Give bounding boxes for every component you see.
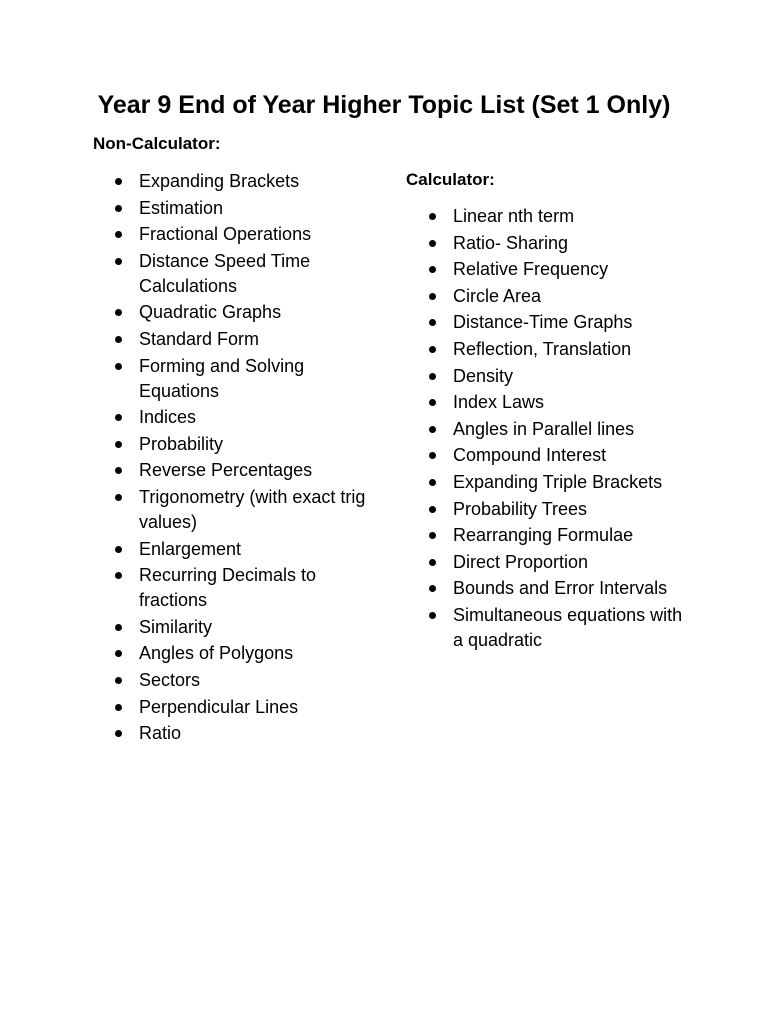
list-item bbox=[115, 721, 370, 746]
list-item bbox=[429, 310, 689, 335]
list-item bbox=[429, 284, 689, 309]
list-item bbox=[115, 196, 370, 221]
topic-label: Reflection, Translation bbox=[453, 338, 632, 359]
list-item bbox=[429, 231, 689, 256]
topic-label: Probability bbox=[139, 433, 224, 454]
topic-label: Forming and Solving Equations bbox=[139, 355, 305, 401]
bullet-icon bbox=[115, 572, 122, 579]
bullet-icon bbox=[115, 494, 122, 501]
bullet-icon bbox=[429, 373, 436, 380]
list-item bbox=[115, 405, 370, 430]
bullet-icon bbox=[429, 506, 436, 513]
list-item bbox=[429, 443, 689, 468]
list-item bbox=[429, 364, 689, 389]
list-item bbox=[115, 300, 370, 325]
topic-label: Estimation bbox=[139, 197, 224, 218]
topic-label: Fractional Operations bbox=[139, 224, 312, 245]
list-item bbox=[115, 537, 370, 562]
list-item bbox=[115, 432, 370, 457]
bullet-icon bbox=[115, 704, 122, 711]
bullet-icon bbox=[115, 650, 122, 657]
bullet-icon bbox=[429, 293, 436, 300]
topic-label: Distance-Time Graphs bbox=[453, 312, 633, 333]
topic-label: Angles of Polygons bbox=[139, 643, 294, 664]
topic-label: Linear nth term bbox=[453, 206, 575, 226]
bullet-icon bbox=[115, 336, 122, 343]
bullet-icon bbox=[429, 426, 436, 433]
topic-label: Perpendicular Lines bbox=[139, 696, 299, 717]
topic-label: Recurring Decimals to fractions bbox=[139, 565, 317, 611]
list-item bbox=[115, 641, 370, 666]
list-item bbox=[429, 390, 689, 415]
bullet-icon bbox=[429, 452, 436, 459]
bullet-icon bbox=[429, 585, 436, 592]
bullet-icon bbox=[429, 479, 436, 486]
topic-label: Simultaneous equations with a quadratic bbox=[453, 604, 683, 650]
bullet-icon bbox=[115, 414, 122, 421]
topic-label: Circle Area bbox=[453, 285, 542, 306]
list-item bbox=[429, 550, 689, 575]
list-item bbox=[429, 204, 689, 229]
bullet-icon bbox=[429, 213, 436, 220]
list-item bbox=[115, 169, 370, 194]
bullet-icon bbox=[115, 624, 122, 631]
bullet-icon bbox=[115, 309, 122, 316]
topic-label: Rearranging Formulae bbox=[453, 525, 634, 546]
bullet-icon bbox=[429, 240, 436, 247]
non-calculator-topic-list bbox=[115, 169, 370, 748]
bullet-icon bbox=[115, 546, 122, 553]
topic-label: Compound Interest bbox=[453, 445, 607, 466]
bullet-icon bbox=[429, 319, 436, 326]
bullet-icon bbox=[115, 178, 122, 185]
bullet-icon bbox=[115, 730, 122, 737]
list-item bbox=[429, 603, 689, 653]
bullet-icon bbox=[115, 258, 122, 265]
topic-label: Distance Speed Time Calculations bbox=[139, 250, 311, 296]
list-item bbox=[115, 354, 370, 404]
non-calculator-heading: Non-Calculator: bbox=[93, 134, 221, 153]
bullet-icon bbox=[115, 441, 122, 448]
topic-label: Bounds and Error Intervals bbox=[453, 578, 668, 599]
list-item bbox=[429, 523, 689, 548]
topic-label: Ratio- Sharing bbox=[453, 232, 569, 253]
bullet-icon bbox=[115, 231, 122, 238]
topic-label: Ratio bbox=[139, 723, 182, 744]
topic-label: Standard Form bbox=[139, 328, 260, 349]
topic-label: Probability Trees bbox=[453, 498, 588, 519]
topic-label: Indices bbox=[139, 407, 197, 428]
list-item bbox=[429, 337, 689, 362]
topic-label: Sectors bbox=[139, 669, 201, 690]
list-item bbox=[115, 222, 370, 247]
bullet-icon bbox=[429, 532, 436, 539]
list-item bbox=[115, 695, 370, 720]
list-item bbox=[115, 668, 370, 693]
topic-label: Angles in Parallel lines bbox=[453, 418, 635, 439]
list-item bbox=[429, 417, 689, 442]
topic-label: Trigonometry (with exact trig values) bbox=[139, 486, 366, 532]
bullet-icon bbox=[429, 399, 436, 406]
list-item bbox=[115, 485, 370, 535]
bullet-icon bbox=[115, 467, 122, 474]
bullet-icon bbox=[429, 559, 436, 566]
bullet-icon bbox=[429, 346, 436, 353]
bullet-icon bbox=[115, 205, 122, 212]
calculator-topic-list bbox=[429, 204, 689, 655]
list-item bbox=[115, 615, 370, 640]
list-item bbox=[429, 470, 689, 495]
list-item bbox=[115, 458, 370, 483]
bullet-icon bbox=[115, 363, 122, 370]
list-item bbox=[429, 497, 689, 522]
topic-label: Expanding Triple Brackets bbox=[453, 471, 663, 492]
topic-label: Similarity bbox=[139, 616, 213, 637]
list-item bbox=[429, 257, 689, 282]
list-item bbox=[115, 563, 370, 613]
topic-label: Quadratic Graphs bbox=[139, 302, 282, 323]
list-item bbox=[115, 249, 370, 299]
topic-label: Relative Frequency bbox=[453, 259, 609, 280]
topic-label: Index Laws bbox=[453, 392, 545, 413]
bullet-icon bbox=[429, 612, 436, 619]
list-item bbox=[429, 576, 689, 601]
list-item bbox=[115, 327, 370, 352]
bullet-icon bbox=[429, 266, 436, 273]
topic-label: Enlargement bbox=[139, 538, 242, 559]
topic-label: Density bbox=[453, 365, 514, 386]
topic-label: Expanding Brackets bbox=[139, 171, 300, 191]
topic-label: Reverse Percentages bbox=[139, 460, 313, 481]
calculator-heading: Calculator: bbox=[406, 170, 495, 189]
page-title: Year 9 End of Year Higher Topic List (Set 1 Only) bbox=[97, 91, 671, 119]
bullet-icon bbox=[115, 677, 122, 684]
topic-label: Direct Proportion bbox=[453, 551, 589, 572]
